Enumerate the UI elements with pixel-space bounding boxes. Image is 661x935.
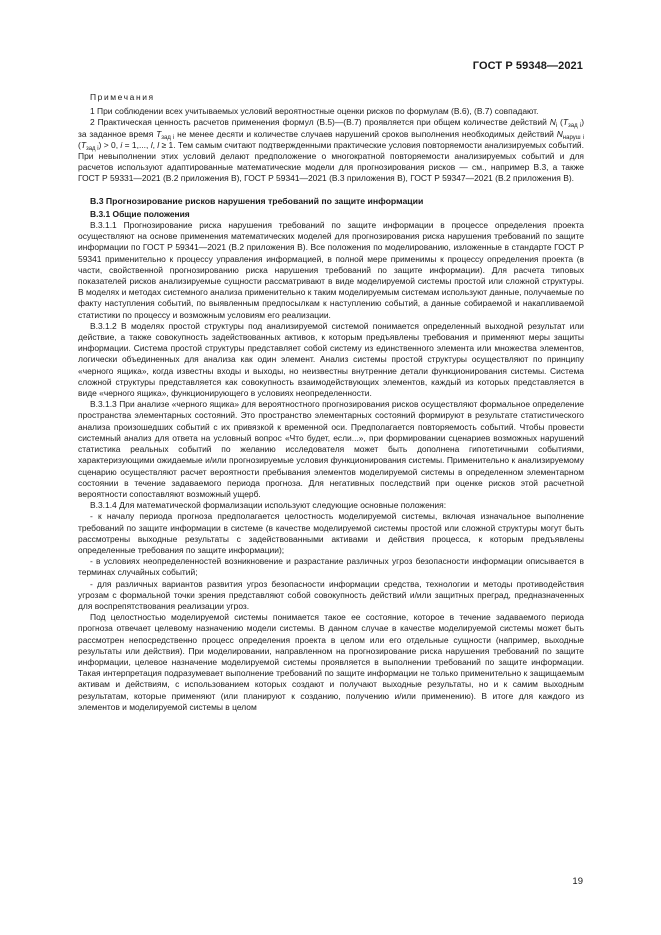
symbol-subscript-zad: зад i [568, 123, 582, 130]
symbol-N-2: N [556, 128, 563, 139]
paragraph-b314: В.3.1.4 Для математической формализации используют следующие основные положения: [90, 500, 447, 511]
paragraph-integrity: Под целостностью моделируемой системы понимается такое ее состояние, которое в течение задаваемого периода прогноза отвечает целевому назначению модели системы. В данном случае в качестве моделируемой системы может быть рассмотрен непосредственно процесс определения проекта в целом или его отдельные сущности (например, выходные результаты или действия). При моделировании, направленном на прогнозирование риска нарушения требований по защите информации, целевое назначение моделируемой системы проявляется в выполнении требований по защите информации. Такая интерпретация подразумевает выполнение требований по защите информации не только применительно к защищаемым активам и действиям, с использованием которых создают и получают выходные результаты, но и к самим выходным результатам, которые применяют (или планируют к созданию, получению и/или применению). В итоге для каждого из элементов и моделируемой системы в целом [78, 612, 584, 712]
paragraph-b313: В.3.1.3 При анализе «черного ящика» для вероятностного прогнозирования рисков осуществляют формальное определение пространства элементарных состояний. Это пространство элементарных состояний формируют в результате статистического анализа произошедших событий с их привязкой к временной оси. Предполагается повторяемость событий. Чтобы провести системный анализ для ответа на условный вопрос «Что будет, если...», при формировании сценариев возможных нарушений статистика реальных событий по желанию исследователя может быть дополнена гипотетичными событиями, характеризующими ожидаемые и/или прогнозируемые условия функционирования системы. Применительно к анализируемому сценарию осуществляют расчет вероятности пребывания элементов моделируемой системы в определенном элементарном состоянии в течение задаваемого периода прогноза. Для негативных последствий при оценке рисков этой расчетной вероятности сопоставляют возможный ущерб. [78, 399, 584, 499]
subsection-title: В.3.1 Общие положения [90, 208, 190, 219]
note-2-part-e: = 1,..., [122, 139, 151, 150]
note-2-part-b: за заданное время [78, 128, 157, 139]
note-2-part-f: , [152, 139, 158, 150]
note-2-part-d: > 0, [101, 139, 121, 150]
note-2-part-c: не менее десяти и количестве случаев нарушений сроков выполнения необходимых действий [174, 128, 557, 139]
symbol-subscript-narush: наруш i [562, 134, 584, 141]
symbol-subscript-zad-3: зад i [85, 145, 99, 152]
symbol-subscript-i: i [555, 123, 558, 130]
notes-title: Примечания [90, 92, 155, 102]
symbol-i: i [120, 139, 123, 150]
symbol-T: T [562, 117, 569, 128]
symbol-N: N [549, 117, 556, 128]
note-2-part-g: ≥ 1. Тем самым считают подтвержденными практические условия повторяемости анализируемых событий. При невыполнении этих условий делают предположение о многократной повторяемости анализируемых событий и для расчетов используют адаптированные математические модели для прогнозирования рисков — см., например В.3, а также ГОСТ Р 59331—2021 (В.2 приложения В), ГОСТ Р 59341—2021 (В.3 приложения В), ГОСТ Р 59347—2021 (В.2 приложения В). [78, 139, 584, 184]
list-item-dash-1: - к началу периода прогноза предполагается целостность моделируемой системы, включая изначальное выполнение требований по защите информации в системе (в качестве моделируемой системы простой или сложной структуры могут быть рассмотрены выходные результаты с задействованными активами и действия процесса, к которым предъявлены определенные требования по защите информации); [78, 511, 584, 555]
symbol-l: l [150, 139, 153, 150]
paragraph-b311: В.3.1.1 Прогнозирование риска нарушения требований по защите информации в процессе определения проекта осуществляют на основе применения математических моделей для прогнозирования риска нарушения требований по защите информации по ГОСТ Р 59341—2021 (В.2 приложения В). Все положения по моделированию, изложенные в стандарте ГОСТ Р 59341 применительно к процессу управления информацией, в полной мере применимы к процессу определения проекта (в части, свойственной прогнозированию риска нарушения требований по защите информации). Для расчета типовых показателей рисков анализируемые сущности рассматривают в виде моделируемой системы простой или сложной структуры. В моделях и методах системного анализа применительно к таким моделируемым системам используют данные, получаемые по факту наступления событий, по выявленным предпосылкам к наступлению событий, а данные собираемой и накапливаемой статистики по процессу и возможным условиям его реализации. [78, 220, 584, 320]
document-code-header: ГОСТ Р 59348—2021 [472, 60, 583, 72]
page-number: 19 [572, 876, 583, 887]
note-2-part-a: 2 Практическая ценность расчетов применения формул (В.5)—(В.7) проявляется при общем количестве действий [90, 117, 550, 128]
note-2: 2 Практическая ценность расчетов применения формул (В.5)—(В.7) проявляется при общем количестве действий $N_i$ $(T_{зад i})$ за заданное время $T_{зад i}$ не менее десяти и количестве случаев нарушений сроков выполнения необходимых действий $N_{наруш i}$ $(T_{зад i}) > 0$, i = 1,..., l, l ≥ 1. Тем самым считают подтвержденными практические условия повторяемости анализируемых событий. При невыполнении этих условий делают предположение о многократной повторяемости анализируемых событий и для расчетов используют адаптированные математические модели для прогнозирования рисков — см., например В.3, а также ГОСТ Р 59331—2021 (В.2 приложения В), ГОСТ Р 59341—2021 (В.3 приложения В), ГОСТ Р 59347—2021 (В.2 приложения В). [78, 117, 585, 184]
list-item-dash-3: - для различных вариантов развития угроз безопасности информации средства, технологии и методы противодействия угрозам с формальной точки зрения представляют собой совокупность действий и/или защитных преград, предназначенных для воспрепятствования реализации угроз. [78, 578, 584, 611]
symbol-T-3: T [80, 139, 86, 150]
page-body [78, 92, 584, 713]
paragraph-b312: В.3.1.2 В моделях простой структуры под анализируемой системой понимается определенный выходной результат или действие, а также совокупность задействованных активов, к которым предъявлены требования и применяют меры защиты информации. Система простой структуры представляет собой систему из единственного элемента или множества элементов, логически объединенных для анализа как один элемент. Анализ системы простой структуры осуществляют по принципу «черного ящика», когда известны входы и выходы, но неизвестны внутренние детали функционирования системы. Система сложной структуры представляется как совокупность взаимодействующих элементов, каждый из которых представляется в виде «черного ящика», функционирующего в условиях неопределенности. [78, 320, 584, 399]
list-item-dash-2: - в условиях неопределенностей возникновение и разрастание различных угроз безопасности информации описывается в терминах случайных событий; [78, 556, 584, 578]
symbol-T-2: T [156, 128, 162, 139]
symbol-l-2: l [157, 139, 160, 150]
note-1: 1 При соблюдении всех учитываемых условий вероятностные оценки рисков по формулам (В.6), (В.7) совпадают. [90, 106, 539, 117]
section-title: В.3 Прогнозирование рисков нарушения требований по защите информации [90, 195, 424, 206]
symbol-subscript-zad-2: зад i [161, 134, 175, 141]
